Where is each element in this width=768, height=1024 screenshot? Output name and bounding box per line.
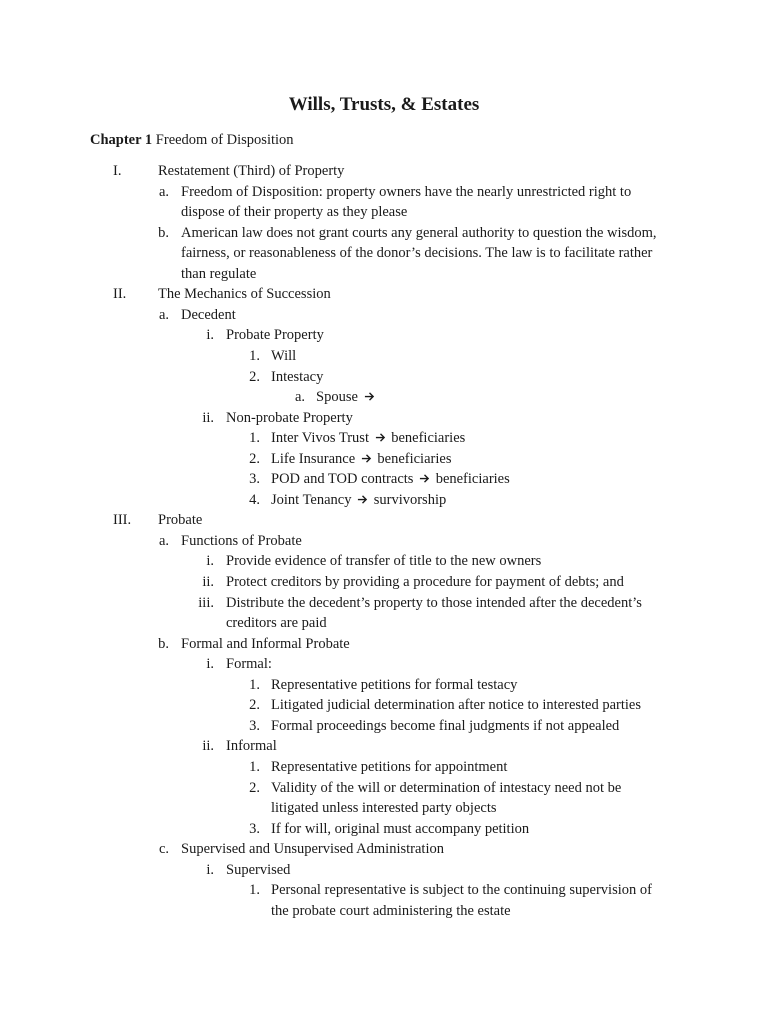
outline-item-text: The Mechanics of Succession bbox=[158, 286, 331, 302]
outline-item bbox=[158, 510, 202, 530]
right-arrow-icon bbox=[419, 473, 430, 484]
outline-item bbox=[226, 860, 290, 880]
outline-marker: 1. bbox=[249, 759, 260, 775]
outline-item bbox=[226, 408, 353, 428]
outline-item-text: Protect creditors by providing a procedure for payment of debts; and bbox=[226, 574, 624, 590]
outline-item-text: Will bbox=[271, 348, 297, 364]
outline-marker: 2. bbox=[249, 451, 260, 467]
outline-marker: a. bbox=[158, 184, 169, 200]
outline-item-text: If for will, original must accompany petition bbox=[271, 821, 530, 837]
outline-item-text: Personal representative is subject to the continuing supervision of bbox=[271, 882, 652, 898]
outline-item-continuation bbox=[271, 901, 511, 921]
outline-item-text: fairness, or reasonableness of the donor’s decisions. The law is to facilitate rather bbox=[181, 245, 653, 261]
outline-item bbox=[271, 819, 529, 839]
outline-item bbox=[271, 880, 652, 900]
outline-item bbox=[271, 367, 323, 387]
outline-item-text: Intestacy bbox=[271, 369, 324, 385]
outline-marker: i. bbox=[206, 656, 214, 672]
outline-item-continuation bbox=[226, 613, 327, 633]
outline-item-text: Formal and Informal Probate bbox=[181, 636, 350, 652]
outline-item-text: Joint Tenancy bbox=[271, 492, 352, 508]
outline-item-text: litigated unless interested party objects bbox=[271, 800, 497, 816]
right-arrow-icon bbox=[364, 391, 375, 402]
outline-item bbox=[226, 654, 272, 674]
outline-item-text: Representative petitions for formal testacy bbox=[271, 677, 518, 693]
outline-marker: 1. bbox=[249, 677, 260, 693]
outline-item bbox=[271, 757, 507, 777]
outline-item-text: Non-probate Property bbox=[226, 410, 353, 426]
outline-item-text: Validity of the will or determination of intestacy need not be bbox=[271, 780, 622, 796]
outline-item bbox=[271, 695, 641, 715]
outline-item-text: Decedent bbox=[181, 307, 236, 323]
outline-item-text: Litigated judicial determination after notice to interested parties bbox=[271, 697, 642, 713]
outline-marker: b. bbox=[158, 225, 169, 241]
outline-marker: 3. bbox=[249, 718, 260, 734]
outline-marker: 1. bbox=[249, 882, 260, 898]
outline-item-text: Formal: bbox=[226, 656, 272, 672]
outline-item bbox=[226, 572, 624, 592]
outline-marker: 2. bbox=[249, 369, 260, 385]
outline-item bbox=[181, 305, 236, 325]
outline-marker: ii. bbox=[202, 738, 214, 754]
outline-item-text: Inter Vivos Trust bbox=[271, 430, 369, 446]
outline-item bbox=[181, 839, 444, 859]
outline-marker: i. bbox=[206, 327, 214, 343]
outline-marker: 3. bbox=[249, 821, 260, 837]
outline-item-text: Provide evidence of transfer of title to the new owners bbox=[226, 553, 542, 569]
outline-marker: III. bbox=[113, 512, 132, 528]
outline-item-continuation bbox=[181, 202, 407, 222]
outline-marker: 3. bbox=[249, 471, 260, 487]
outline-marker: b. bbox=[158, 636, 169, 652]
outline-item-text: Formal proceedings become final judgments if not appealed bbox=[271, 718, 620, 734]
outline-item-text: Probate bbox=[158, 512, 203, 528]
outline-item-result: beneficiaries bbox=[435, 471, 510, 487]
right-arrow-icon bbox=[375, 432, 386, 443]
outline-item bbox=[158, 161, 344, 181]
outline-item bbox=[158, 284, 331, 304]
outline-marker: a. bbox=[294, 389, 305, 405]
outline-item-text: than regulate bbox=[181, 266, 257, 282]
outline-item-text: Supervised and Unsupervised Administration bbox=[181, 841, 444, 857]
outline-item bbox=[226, 325, 324, 345]
right-arrow-icon bbox=[357, 494, 368, 505]
chapter-heading bbox=[90, 130, 294, 150]
outline-marker: c. bbox=[158, 841, 169, 857]
outline-marker: 2. bbox=[249, 697, 260, 713]
outline-item-text: American law does not grant courts any general authority to question the wisdom, bbox=[181, 225, 657, 241]
outline-item bbox=[271, 778, 621, 798]
outline-item bbox=[181, 223, 657, 243]
outline-item-text: Distribute the decedent’s property to those intended after the decedent’s bbox=[226, 595, 642, 611]
outline-item-continuation bbox=[271, 798, 497, 818]
outline-item bbox=[226, 593, 642, 613]
outline-marker: I. bbox=[113, 163, 122, 179]
outline-item bbox=[226, 551, 541, 571]
chapter-label: Chapter 1 bbox=[90, 132, 153, 148]
outline-item-text: Life Insurance bbox=[271, 451, 356, 467]
outline-item-text: Functions of Probate bbox=[181, 533, 302, 549]
outline-item bbox=[226, 736, 277, 756]
outline-item-text: Representative petitions for appointment bbox=[271, 759, 508, 775]
outline-item-text: creditors are paid bbox=[226, 615, 327, 631]
outline-marker: a. bbox=[158, 307, 169, 323]
outline-item bbox=[181, 182, 631, 202]
outline-item-text: Restatement (Third) of Property bbox=[158, 163, 345, 179]
outline-item-result: survivorship bbox=[373, 492, 447, 508]
outline-item-text: dispose of their property as they please bbox=[181, 204, 408, 220]
outline-marker: i. bbox=[206, 553, 214, 569]
outline-marker: ii. bbox=[202, 410, 214, 426]
outline-item bbox=[181, 634, 350, 654]
outline-item-continuation bbox=[181, 243, 652, 263]
outline-item-text: Probate Property bbox=[226, 327, 324, 343]
outline-item-text: Supervised bbox=[226, 862, 291, 878]
outline-item-result: beneficiaries bbox=[391, 430, 466, 446]
right-arrow-icon bbox=[361, 453, 372, 464]
outline-marker: 1. bbox=[249, 430, 260, 446]
outline-marker: 2. bbox=[249, 780, 260, 796]
outline-marker: 4. bbox=[249, 492, 260, 508]
outline-item bbox=[271, 716, 619, 736]
outline-marker: II. bbox=[113, 286, 127, 302]
outline-item-text: POD and TOD contracts bbox=[271, 471, 414, 487]
outline-item-text: Freedom of Disposition: property owners have the nearly unrestricted right to bbox=[181, 184, 632, 200]
outline-item bbox=[271, 675, 517, 695]
outline-marker: ii. bbox=[202, 574, 214, 590]
outline-marker: a. bbox=[158, 533, 169, 549]
outline-item bbox=[271, 428, 465, 448]
outline-item-text: the probate court administering the estate bbox=[271, 903, 511, 919]
outline-item bbox=[181, 531, 302, 551]
outline-marker: 1. bbox=[249, 348, 260, 364]
outline-item-result: beneficiaries bbox=[377, 451, 452, 467]
outline-item bbox=[271, 469, 510, 489]
outline-item bbox=[271, 346, 296, 366]
outline-item bbox=[271, 490, 446, 510]
outline-marker: iii. bbox=[198, 595, 214, 611]
outline-item-text: Spouse bbox=[316, 389, 358, 405]
outline-item bbox=[316, 387, 377, 407]
outline-item-text: Informal bbox=[226, 738, 277, 754]
document-title: Wills, Trusts, & Estates bbox=[288, 94, 480, 115]
chapter-name: Freedom of Disposition bbox=[155, 132, 294, 148]
outline-item-continuation bbox=[181, 264, 256, 284]
outline-marker: i. bbox=[206, 862, 214, 878]
outline-item bbox=[271, 449, 451, 469]
